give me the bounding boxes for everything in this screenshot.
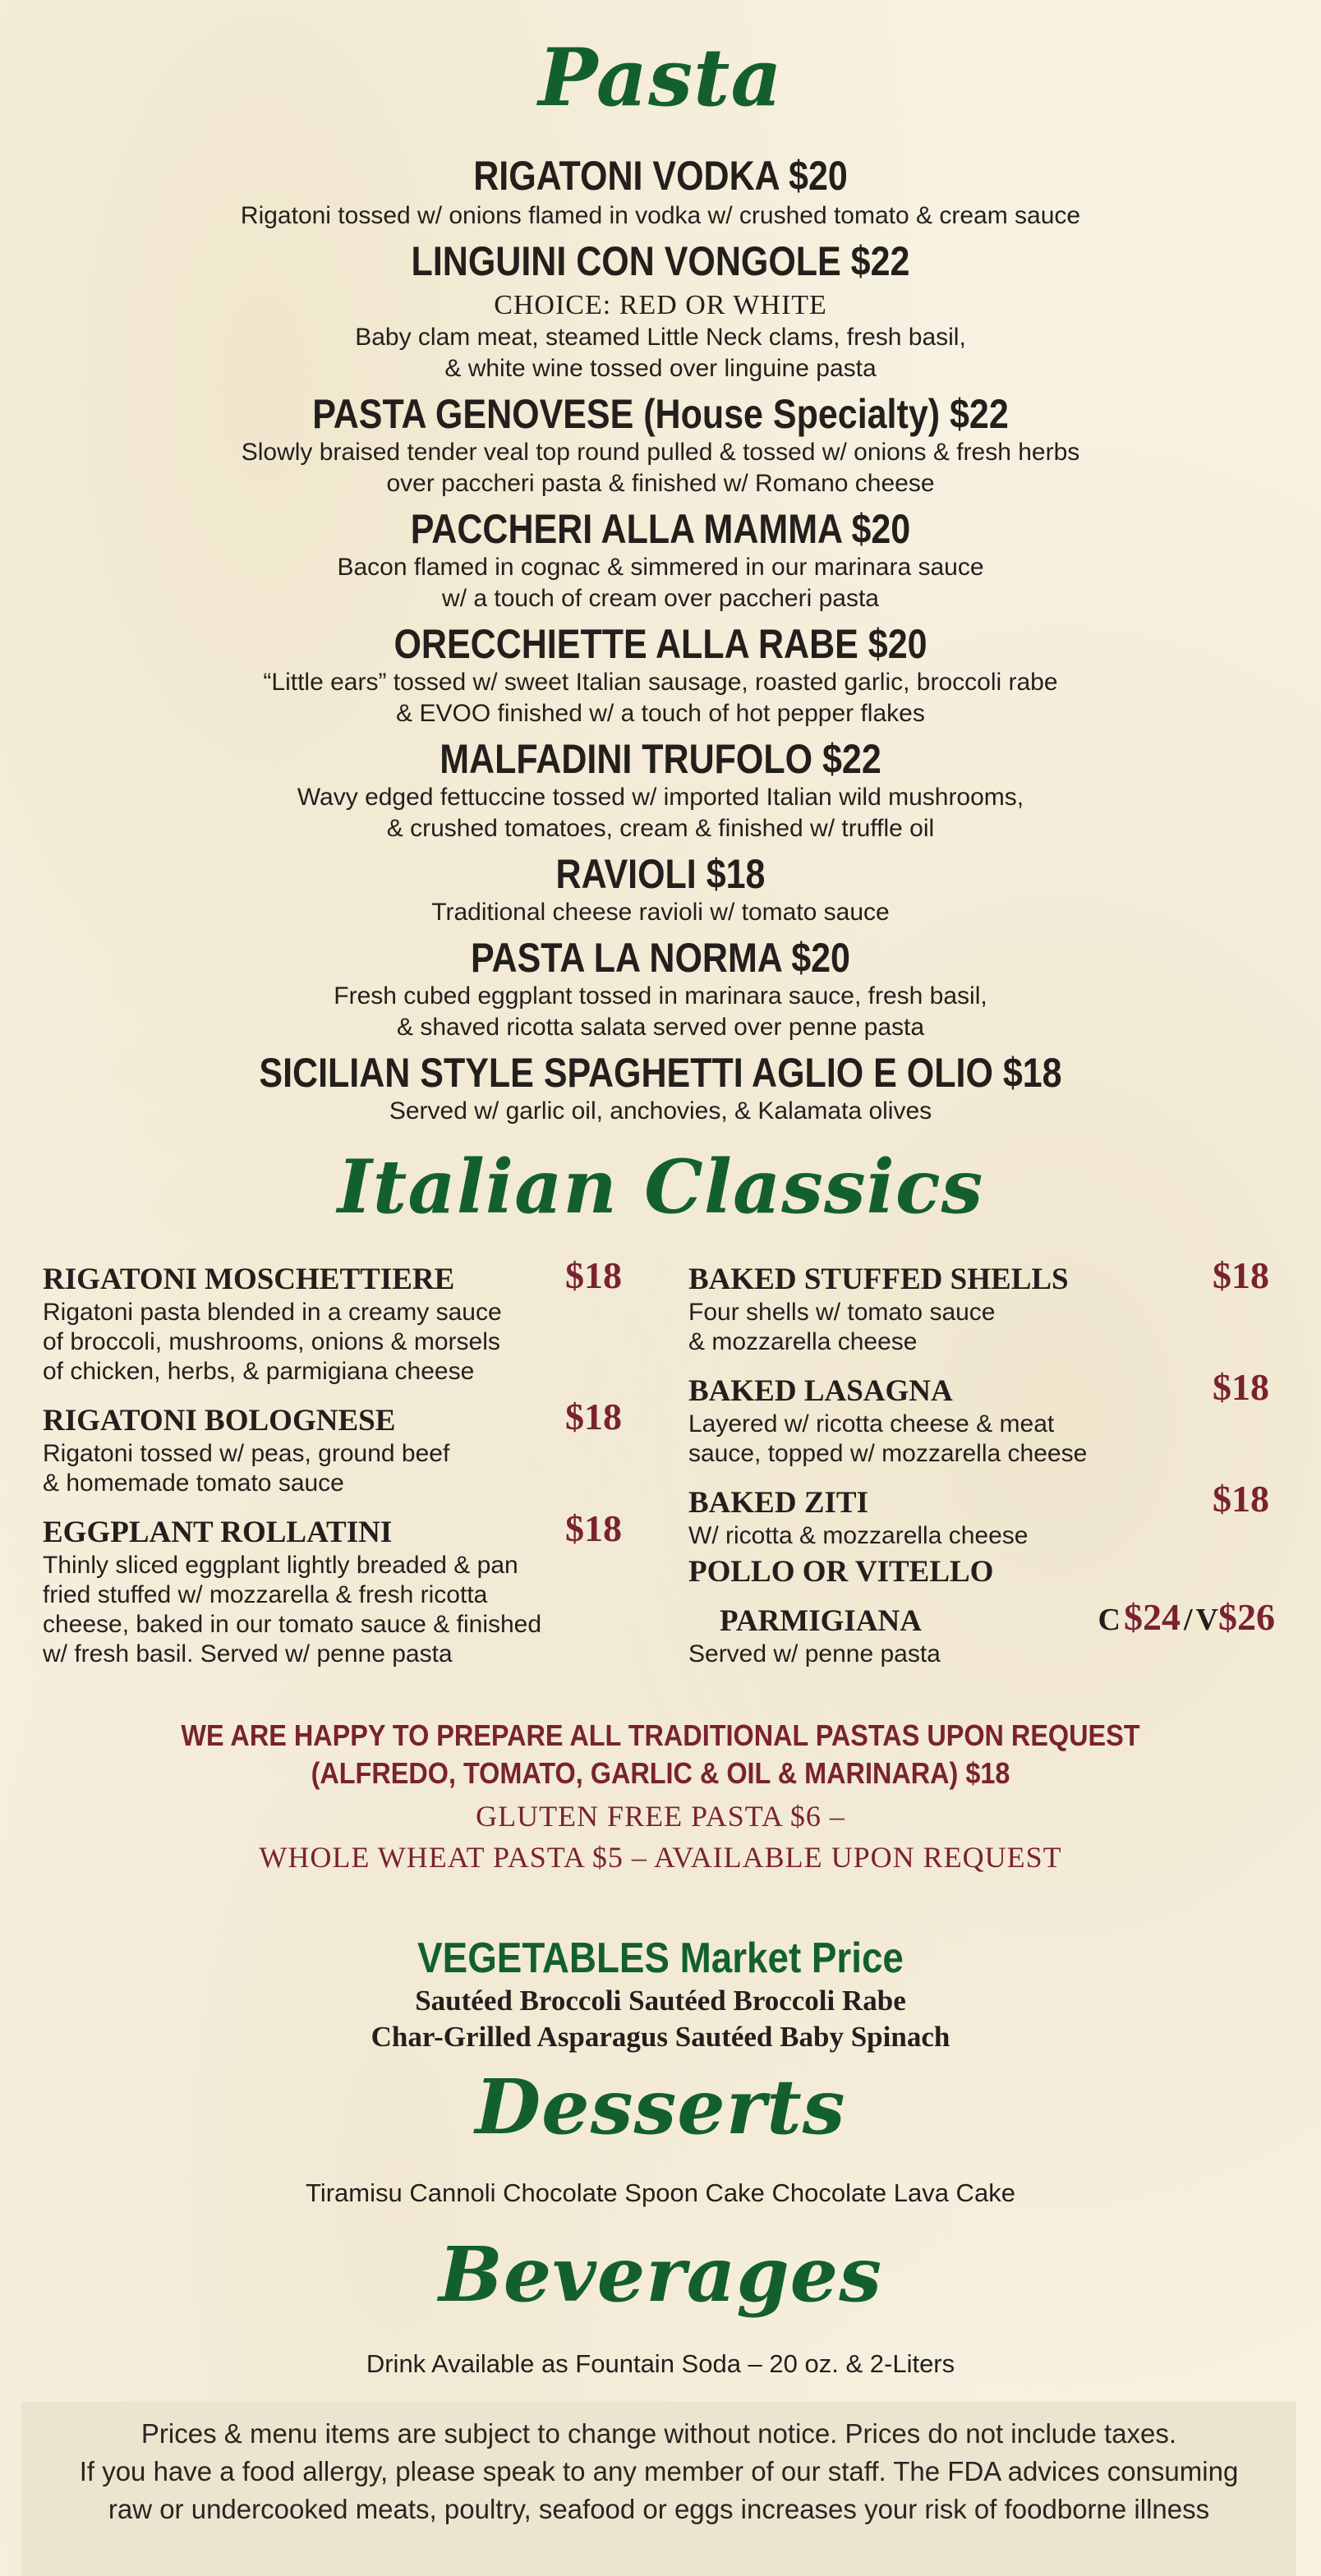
- classic-description: w/ fresh basil. Served w/ penne pasta: [43, 1640, 453, 1668]
- classic-name: POLLO OR VITELLO: [688, 1555, 994, 1589]
- section-title-beverages: Beverages: [438, 2230, 883, 2319]
- vegetables-list: Sautéed Broccoli Sautéed Broccoli Rabe: [415, 1985, 906, 2017]
- dish-title: PASTA LA NORMA $20: [471, 935, 850, 981]
- classic-description: cheese, baked in our tomato sauce & finished: [43, 1611, 542, 1638]
- classic-description: of broccoli, mushrooms, onions & morsels: [43, 1328, 500, 1355]
- desserts-list: Tiramisu Cannoli Chocolate Spoon Cake Chocolate Lava Cake: [306, 2178, 1015, 2207]
- dish-description: over paccheri pasta & finished w/ Romano cheese: [386, 470, 935, 497]
- vegetables-list: Char-Grilled Asparagus Sautéed Baby Spinach: [371, 2021, 950, 2053]
- classic-description: of chicken, herbs, & parmigiana cheese: [43, 1358, 475, 1385]
- classic-name: BAKED STUFFED SHELLS: [688, 1263, 1069, 1296]
- veal-label: V: [1195, 1603, 1218, 1637]
- dish-description: Wavy edged fettuccine tossed w/ imported Italian wild mushrooms,: [297, 784, 1024, 811]
- dish-description: & shaved ricotta salata served over penne pasta: [396, 1014, 925, 1041]
- dish-title: PACCHERI ALLA MAMMA $20: [410, 506, 911, 552]
- classic-item: [43, 1254, 629, 1387]
- beverages-line: Drink Available as Fountain Soda – 20 oz. & 2-Liters: [366, 2349, 955, 2378]
- dish-description: Baby clam meat, steamed Little Neck clams, fresh basil,: [355, 324, 966, 351]
- classic-price: $18: [565, 1254, 622, 1296]
- classic-name: PARMIGIANA: [720, 1604, 922, 1638]
- classic-name: BAKED LASAGNA: [688, 1374, 953, 1408]
- gluten-free-notice: GLUTEN FREE PASTA $6 –: [476, 1800, 845, 1833]
- classic-description: fried stuffed w/ mozzarella & fresh ricotta: [43, 1581, 488, 1608]
- dish-description: & EVOO finished w/ a touch of hot pepper flakes: [396, 700, 925, 727]
- dish-description: Rigatoni tossed w/ onions flamed in vodka w/ crushed tomato & cream sauce: [240, 202, 1081, 229]
- classic-item: [688, 1478, 1277, 1551]
- price-separator: /: [1183, 1603, 1193, 1637]
- classic-description: Layered w/ ricotta cheese & meat: [688, 1410, 1055, 1438]
- pasta-request-notice: WE ARE HAPPY TO PREPARE ALL TRADITIONAL PASTAS UPON REQUEST: [181, 1718, 1140, 1752]
- classic-price: $18: [1213, 1366, 1269, 1408]
- classic-name: RIGATONI MOSCHETTIERE: [43, 1263, 455, 1296]
- footer-disclaimer: [21, 2402, 1296, 2576]
- dish-title: PASTA GENOVESE (House Specialty) $22: [312, 391, 1009, 437]
- whole-wheat-notice: WHOLE WHEAT PASTA $5 – AVAILABLE UPON REQUEST: [259, 1841, 1062, 1874]
- classic-description: W/ ricotta & mozzarella cheese: [688, 1522, 1029, 1549]
- chicken-label: C: [1098, 1603, 1121, 1637]
- dish-title: MALFADINI TRUFOLO $22: [440, 736, 881, 782]
- section-title-desserts: Desserts: [475, 2063, 846, 2151]
- dish-title: LINGUINI CON VONGOLE $22: [411, 238, 910, 284]
- classic-description: Rigatoni pasta blended in a creamy sauce: [43, 1299, 502, 1326]
- classic-name: EGGPLANT ROLLATINI: [43, 1516, 393, 1549]
- classic-description: Served w/ penne pasta: [688, 1640, 941, 1668]
- dish-description: w/ a touch of cream over paccheri pasta: [442, 585, 879, 612]
- chicken-price: $24: [1123, 1596, 1181, 1638]
- classic-price: $18: [565, 1507, 622, 1549]
- classic-description: & mozzarella cheese: [688, 1328, 918, 1355]
- classic-price: $18: [565, 1396, 622, 1438]
- classic-name: BAKED ZITI: [688, 1486, 868, 1520]
- veal-price: $26: [1218, 1596, 1275, 1638]
- classic-description: Rigatoni tossed w/ peas, ground beef: [43, 1440, 450, 1467]
- dish-title: SICILIAN STYLE SPAGHETTI AGLIO E OLIO $18: [259, 1050, 1062, 1096]
- classic-item: [43, 1396, 629, 1498]
- section-title-pasta: Pasta: [538, 31, 783, 124]
- classic-item: [688, 1366, 1277, 1469]
- classic-item: [43, 1507, 629, 1669]
- dish-description: “Little ears” tossed w/ sweet Italian sausage, roasted garlic, broccoli rabe: [263, 669, 1058, 696]
- classic-price: $18: [1213, 1254, 1269, 1296]
- vegetables-title: VEGETABLES Market Price: [417, 1934, 904, 1982]
- dish-description: Served w/ garlic oil, anchovies, & Kalamata olives: [389, 1097, 932, 1125]
- dish-title: ORECCHIETTE ALLA RABE $20: [394, 621, 927, 667]
- classic-price: $18: [1213, 1478, 1269, 1520]
- classic-name: RIGATONI BOLOGNESE: [43, 1404, 396, 1438]
- dish-description: & crushed tomatoes, cream & finished w/ truffle oil: [386, 815, 935, 842]
- classic-description: & homemade tomato sauce: [43, 1470, 344, 1497]
- classic-price-group: [1098, 1595, 1275, 1639]
- dish-description: Fresh cubed eggplant tossed in marinara sauce, fresh basil,: [334, 982, 987, 1010]
- classic-description: sauce, topped w/ mozzarella cheese: [688, 1440, 1088, 1467]
- classic-item: [688, 1254, 1277, 1357]
- dish-description: & white wine tossed over linguine pasta: [444, 355, 877, 382]
- dish-description: Bacon flamed in cognac & simmered in our marinara sauce: [337, 554, 984, 581]
- footer-line: Prices & menu items are subject to change without notice. Prices do not include taxes.: [140, 2418, 1177, 2449]
- dish-title: RAVIOLI $18: [555, 851, 766, 897]
- pasta-request-notice: (ALFREDO, TOMATO, GARLIC & OIL & MARINARA) $18: [311, 1756, 1010, 1790]
- dish-title: RIGATONI VODKA $20: [473, 153, 848, 199]
- footer-line: raw or undercooked meats, poultry, seafood or eggs increases your risk of foodborne illness: [108, 2494, 1210, 2524]
- section-title-italian-classics: Italian Classics: [337, 1143, 984, 1230]
- dish-choice: CHOICE: RED OR WHITE: [494, 290, 827, 320]
- classic-description: Thinly sliced eggplant lightly breaded & pan: [43, 1552, 518, 1579]
- classic-description: Four shells w/ tomato sauce: [688, 1299, 996, 1326]
- dish-description: Traditional cheese ravioli w/ tomato sauce: [431, 899, 890, 926]
- dish-description: Slowly braised tender veal top round pulled & tossed w/ onions & fresh herbs: [241, 439, 1080, 466]
- footer-line: If you have a food allergy, please speak to any member of our staff. The FDA advices consuming: [79, 2456, 1239, 2486]
- classic-item-pollo-vitello: [688, 1554, 1277, 1677]
